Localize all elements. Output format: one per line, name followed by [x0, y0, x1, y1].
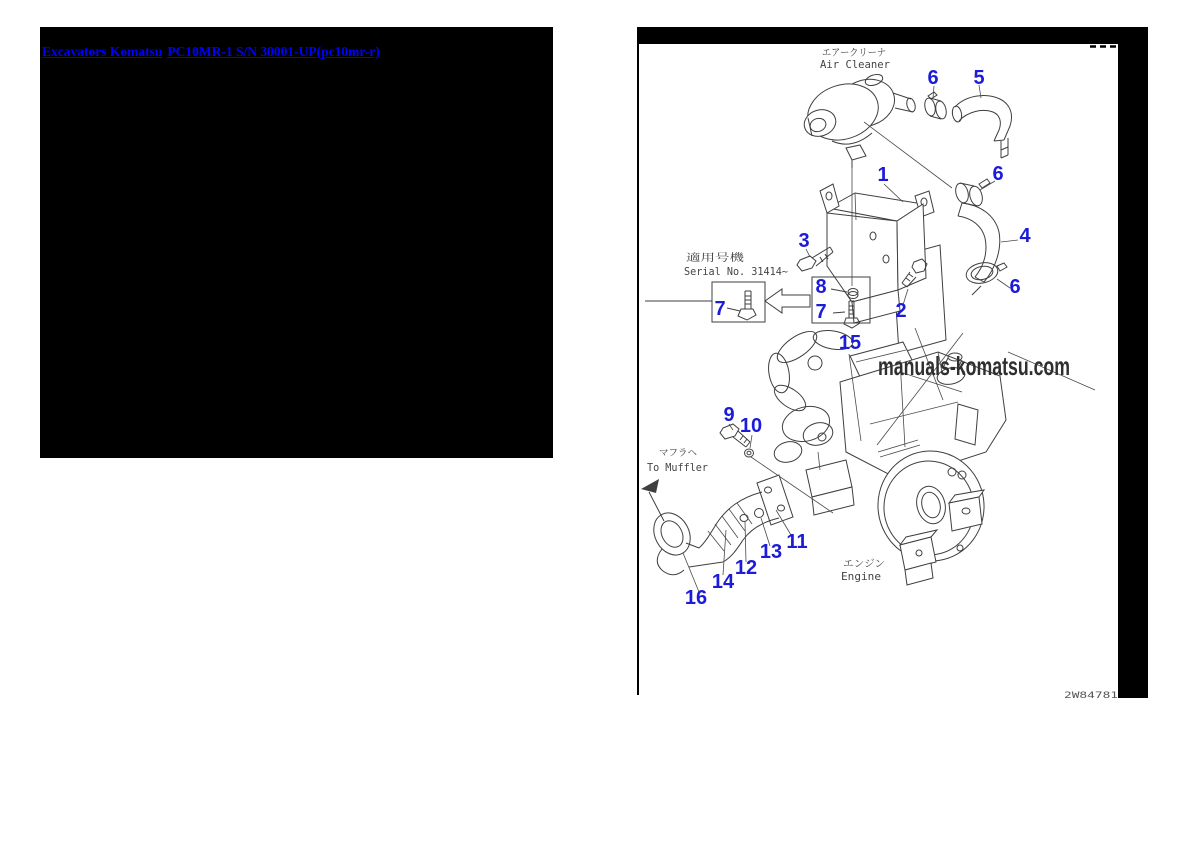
callout-11: 11	[786, 531, 808, 553]
callout-5: 5	[973, 67, 985, 89]
callout-4: 4	[1019, 225, 1031, 247]
callout-7-left-box: 7	[714, 298, 726, 320]
hose-clamp-middle-drawing	[954, 179, 990, 207]
engine-label-jp: エンジン	[843, 559, 883, 570]
callout-16: 16	[684, 587, 708, 609]
serial-label-en: Serial No. 31414~	[684, 266, 788, 278]
callout-12: 12	[734, 557, 758, 579]
callout-6-middle: 6	[992, 163, 1004, 185]
muffler-label-jp: マフラヘ	[659, 448, 699, 459]
muffler-label-en: To Muffler	[647, 462, 708, 474]
air-cleaner-label-en: Air Cleaner	[820, 59, 890, 71]
hose-4-drawing	[958, 203, 1000, 295]
callout-10: 10	[739, 415, 763, 437]
callout-6-top: 6	[927, 67, 939, 89]
air-cleaner-drawing	[800, 72, 916, 168]
bracket-drawing	[820, 168, 946, 353]
callout-6-bottom: 6	[1009, 276, 1021, 298]
drawing-number: 2W84781	[1064, 691, 1118, 701]
callout-15: 15	[838, 332, 862, 354]
callout-3: 3	[798, 230, 810, 252]
callout-2: 2	[895, 300, 907, 322]
hose-clamp-top-drawing	[923, 92, 948, 120]
air-cleaner-label-jp: エアークリーナ	[822, 48, 892, 59]
serial-label-jp: 適用号機	[686, 253, 726, 264]
callout-14: 14	[711, 571, 735, 593]
callout-13: 13	[759, 541, 783, 563]
callout-9: 9	[723, 404, 735, 426]
callout-8: 8	[815, 276, 827, 298]
link-model-serial[interactable]: PC10MR-1 S/N 30001-UP(pc10mr-r)	[167, 44, 380, 59]
callout-1: 1	[877, 164, 889, 186]
hose-clamp-bottom-drawing	[964, 260, 1007, 286]
link-excavators-komatsu[interactable]: Excavators Komatsu	[42, 44, 163, 59]
hose-5-drawing	[951, 96, 1011, 158]
engine-label-en: Engine	[841, 571, 881, 583]
watermark: manuals-komatsu.com	[878, 351, 1070, 381]
callout-7-right-box: 7	[815, 301, 827, 323]
